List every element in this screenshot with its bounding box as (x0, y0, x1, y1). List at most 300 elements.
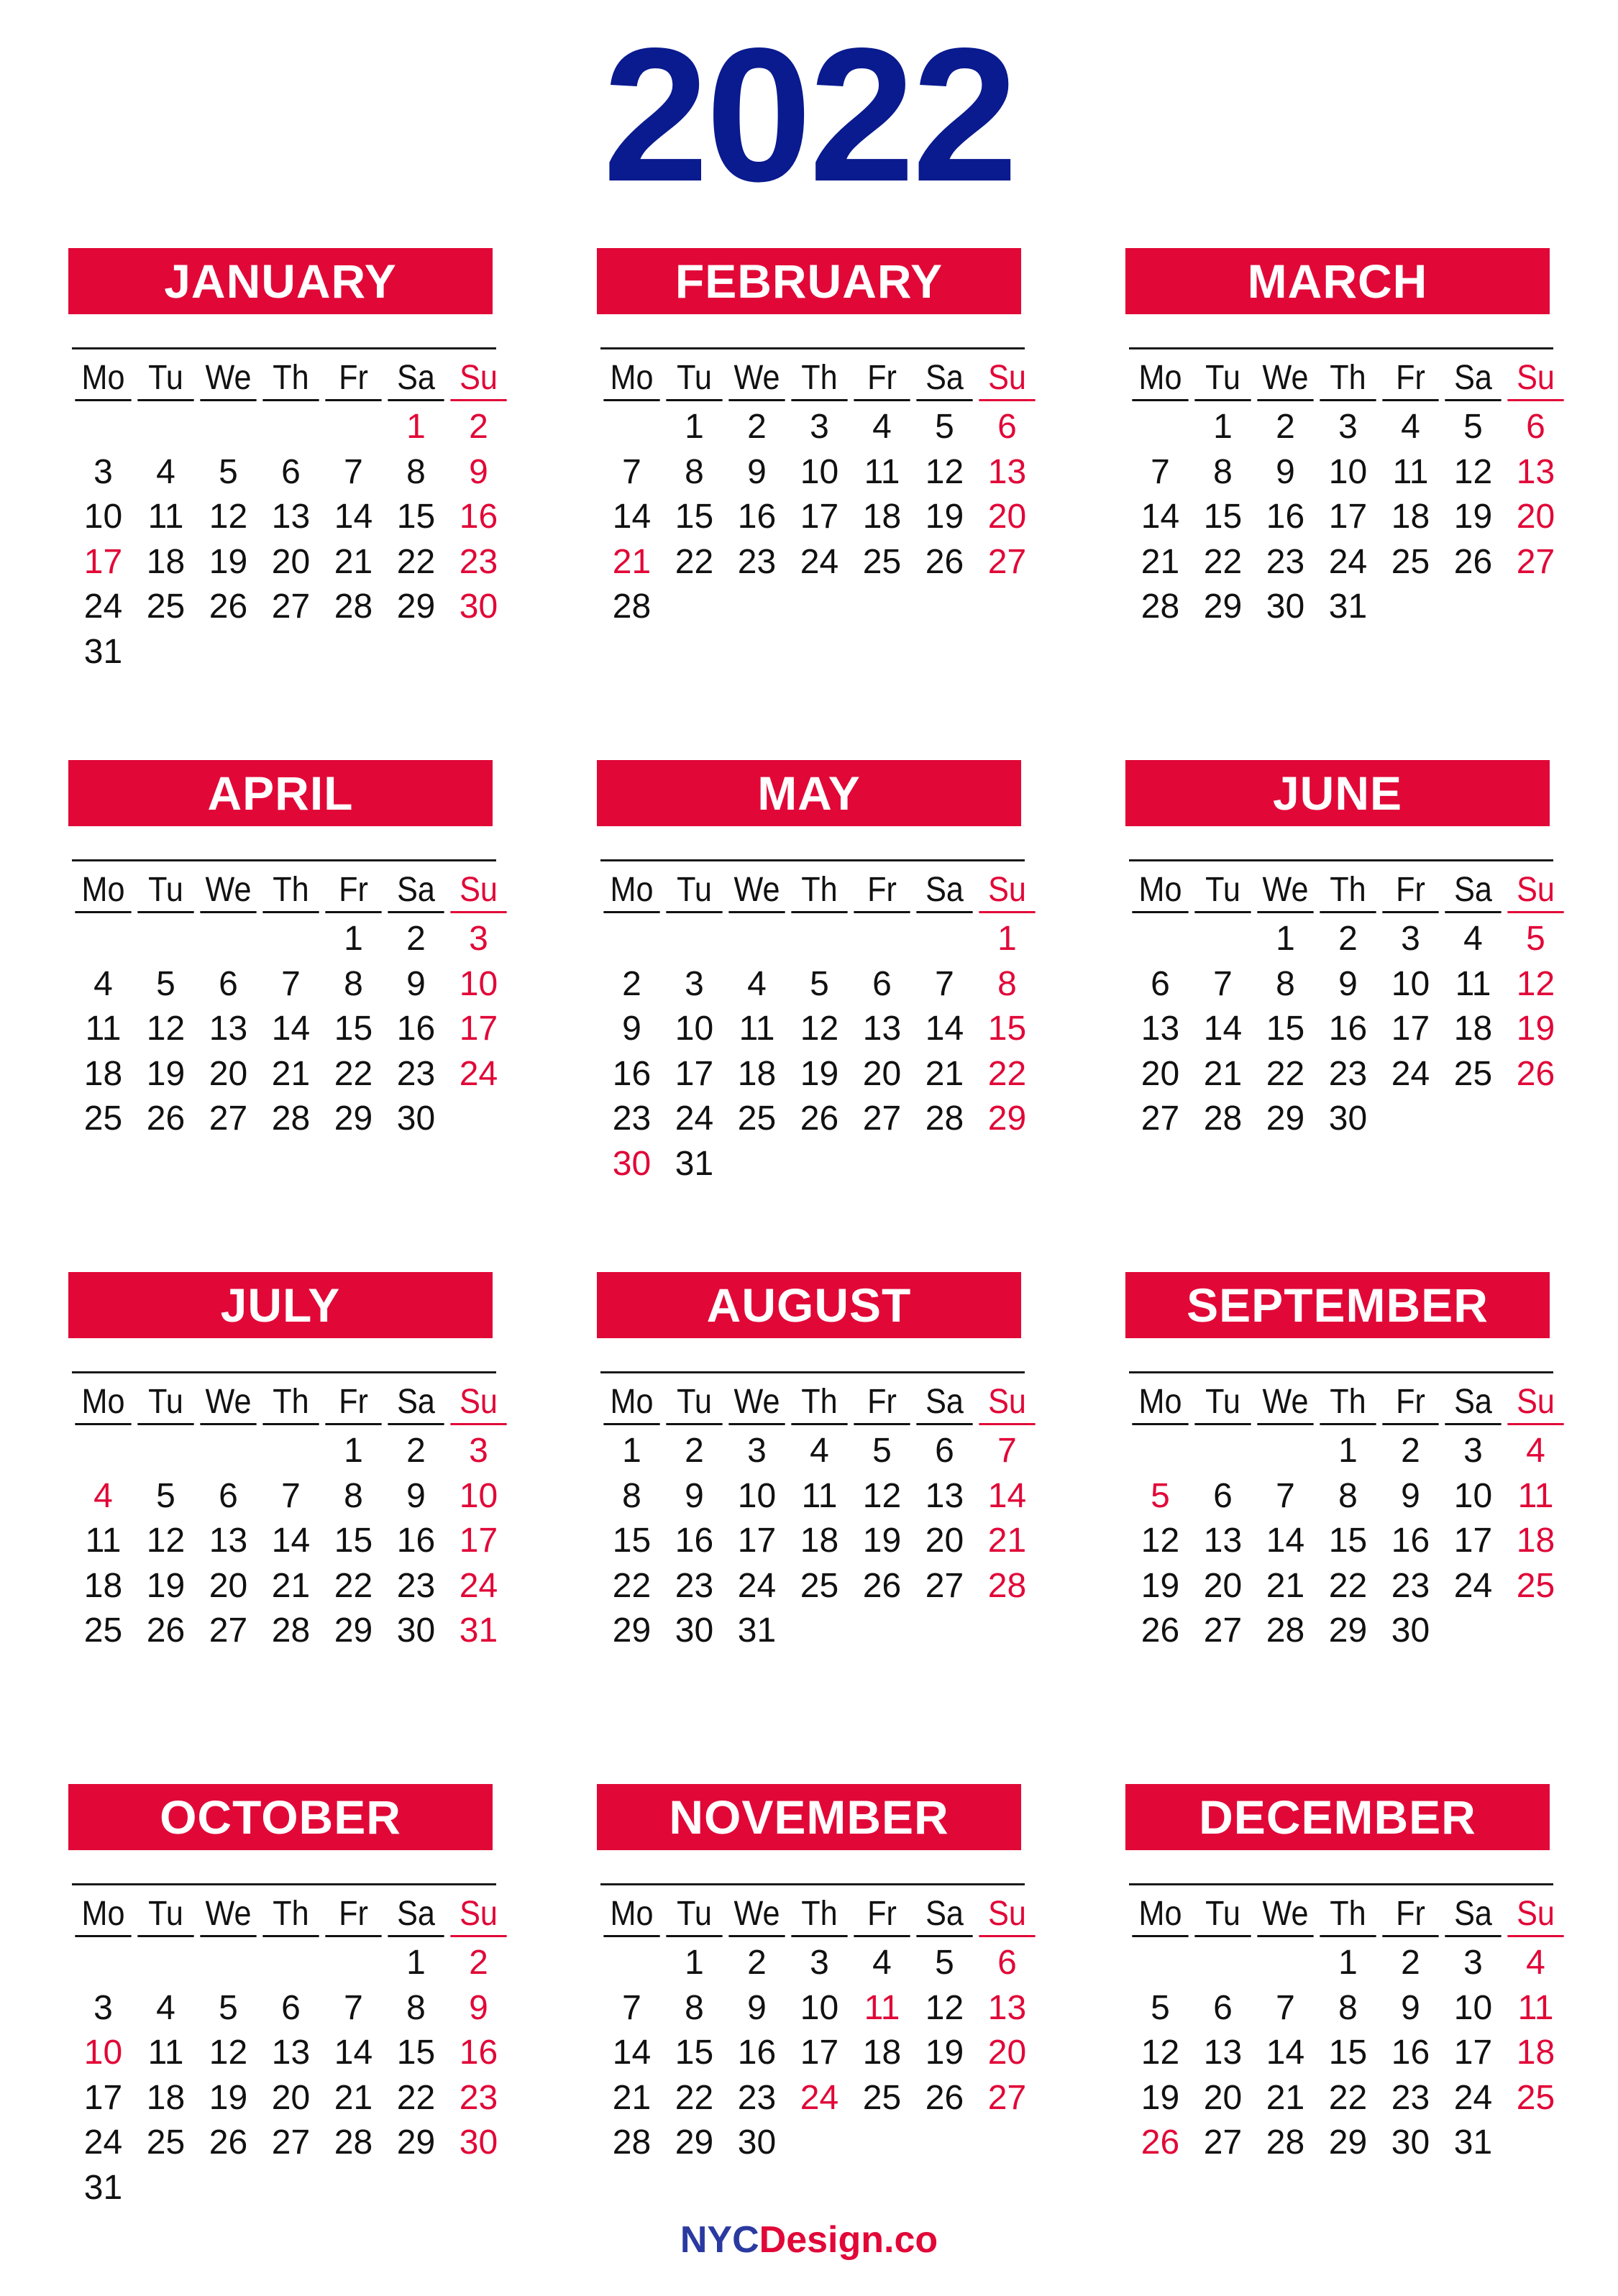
date-cell: 8 (406, 1988, 426, 2027)
weekday-label: We (200, 869, 256, 913)
weekday-row (72, 357, 496, 401)
date-grid (72, 1941, 496, 2210)
date-cell: 8 (1338, 1988, 1358, 2027)
weekday-row (600, 1381, 1025, 1425)
date-cell: 9 (685, 1476, 704, 1515)
date-cell: 26 (925, 542, 964, 581)
date-cell: 3 (469, 1432, 488, 1470)
date-empty (134, 917, 197, 962)
date-cell: 19 (1141, 1566, 1180, 1605)
date-empty (72, 917, 134, 962)
date-cell: 17 (800, 2034, 839, 2072)
month-august (597, 1272, 1027, 1784)
date-cell: 20 (987, 2034, 1027, 2072)
date-cell: 6 (1213, 1988, 1233, 2027)
date-cell: 10 (800, 452, 839, 491)
weekday-label: Su (450, 1381, 506, 1425)
date-cell: 12 (1141, 2034, 1180, 2072)
date-cell: 3 (93, 452, 113, 491)
weekday-label: Mo (603, 357, 659, 401)
year-title: 2022 (603, 9, 1015, 221)
month-title: FEBRUARY (597, 248, 1021, 314)
date-cell: 8 (1276, 964, 1295, 1003)
date-cell: 25 (1391, 542, 1430, 581)
weekday-label: Su (450, 869, 506, 913)
date-cell: 1 (1338, 1432, 1358, 1470)
date-cell: 4 (747, 964, 767, 1003)
date-cell: 21 (1203, 1054, 1243, 1093)
date-cell: 1 (685, 408, 704, 446)
date-empty (1254, 1941, 1317, 1986)
month-title: JANUARY (68, 248, 493, 314)
date-cell: 22 (396, 542, 436, 581)
date-cell: 29 (1328, 2123, 1368, 2162)
date-cell: 23 (459, 542, 498, 581)
date-cell: 21 (1141, 542, 1180, 581)
date-cell: 19 (1453, 498, 1493, 536)
date-empty (134, 1429, 197, 1474)
date-empty (197, 405, 260, 450)
date-cell: 21 (271, 1054, 311, 1093)
date-cell: 31 (1328, 587, 1368, 626)
weekday-label: Mo (75, 1381, 131, 1425)
date-cell: 3 (685, 964, 704, 1003)
date-cell: 27 (209, 1611, 248, 1650)
date-cell: 15 (675, 498, 714, 536)
date-cell: 12 (146, 1522, 186, 1560)
date-cell: 15 (1328, 2034, 1368, 2072)
weekday-label: Fr (325, 357, 381, 401)
month-title: APRIL (68, 760, 493, 826)
date-cell: 20 (925, 1522, 964, 1560)
date-cell: 23 (459, 2078, 498, 2117)
date-cell: 21 (334, 2078, 373, 2117)
date-cell: 5 (1151, 1988, 1170, 2027)
date-cell: 22 (396, 2078, 436, 2117)
date-cell: 25 (862, 542, 902, 581)
date-empty (1192, 917, 1254, 962)
date-cell: 5 (156, 964, 175, 1003)
weekday-label: Fr (325, 1893, 381, 1937)
weekday-label: Th (262, 1381, 319, 1425)
date-cell: 19 (209, 542, 248, 581)
date-cell: 20 (209, 1566, 248, 1605)
date-cell: 26 (862, 1566, 902, 1605)
date-cell: 23 (1391, 1566, 1430, 1605)
date-cell: 31 (83, 632, 123, 671)
date-cell: 21 (1266, 1566, 1305, 1605)
weekday-label: Tu (137, 1381, 193, 1425)
date-cell: 26 (1141, 2123, 1180, 2162)
date-cell: 10 (83, 2034, 123, 2072)
date-cell: 16 (612, 1054, 652, 1093)
date-empty (134, 405, 197, 450)
date-cell: 15 (987, 1010, 1027, 1048)
weekday-label: Th (791, 1893, 847, 1937)
date-cell: 25 (146, 2123, 186, 2162)
weekday-label: We (1257, 869, 1313, 913)
date-cell: 24 (800, 2078, 839, 2117)
date-cell: 12 (146, 1010, 186, 1048)
month-march (1125, 248, 1555, 760)
date-cell: 13 (271, 2034, 311, 2072)
date-cell: 16 (737, 498, 777, 536)
date-cell: 26 (209, 2123, 248, 2162)
date-cell: 8 (685, 452, 704, 491)
date-cell: 5 (810, 964, 829, 1003)
weekday-label: Th (262, 869, 319, 913)
date-cell: 22 (675, 2078, 714, 2117)
weekday-row (1129, 357, 1553, 401)
date-cell: 23 (1328, 1054, 1368, 1093)
weekday-label: We (728, 1381, 785, 1425)
date-cell: 17 (1328, 498, 1368, 536)
weekday-label: Su (979, 1381, 1035, 1425)
date-cell: 25 (737, 1099, 777, 1138)
weekday-label: Th (1320, 869, 1376, 913)
brand-part-2: Design.co (759, 2219, 938, 2261)
weekday-label: Sa (388, 357, 444, 401)
weekday-label: Su (450, 357, 506, 401)
date-empty (322, 405, 385, 450)
date-cell: 13 (925, 1476, 964, 1515)
month-title: AUGUST (597, 1272, 1021, 1338)
date-cell: 4 (872, 408, 892, 446)
header-rule (1129, 859, 1553, 861)
weekday-row (72, 1893, 496, 1937)
date-cell: 27 (1516, 542, 1555, 581)
date-cell: 15 (396, 2034, 436, 2072)
date-cell: 10 (459, 964, 498, 1003)
date-cell: 19 (862, 1522, 902, 1560)
date-cell: 20 (271, 542, 311, 581)
date-cell: 31 (83, 2168, 123, 2207)
date-cell: 12 (862, 1476, 902, 1515)
date-empty (1192, 1429, 1254, 1474)
weekday-label: Th (1320, 1893, 1376, 1937)
month-july (68, 1272, 498, 1784)
date-cell: 19 (209, 2078, 248, 2117)
date-cell: 18 (146, 2078, 186, 2117)
weekday-label: Fr (325, 1381, 381, 1425)
month-title: DECEMBER (1125, 1784, 1550, 1850)
header-rule (600, 1883, 1025, 1885)
date-cell: 10 (800, 1988, 839, 2027)
weekday-label: We (728, 869, 785, 913)
date-cell: 23 (396, 1566, 436, 1605)
date-cell: 1 (685, 1944, 704, 1982)
header-rule (600, 347, 1025, 349)
date-cell: 29 (987, 1099, 1027, 1138)
date-empty (600, 1941, 663, 1986)
date-cell: 14 (334, 2034, 373, 2072)
date-cell: 25 (83, 1611, 123, 1650)
date-cell: 16 (1266, 498, 1305, 536)
date-cell: 11 (85, 1010, 122, 1048)
date-cell: 2 (1401, 1432, 1420, 1470)
weekday-label: Su (979, 869, 1035, 913)
date-cell: 20 (209, 1054, 248, 1093)
date-cell: 11 (1392, 452, 1429, 491)
date-cell: 13 (271, 498, 311, 536)
date-cell: 8 (1338, 1476, 1358, 1515)
date-cell: 25 (83, 1099, 123, 1138)
weekday-label: Th (791, 357, 847, 401)
date-cell: 18 (146, 542, 186, 581)
weekday-label: Fr (854, 1893, 910, 1937)
date-cell: 23 (737, 542, 777, 581)
date-cell: 6 (1213, 1476, 1233, 1515)
date-cell: 5 (935, 408, 954, 446)
date-cell: 15 (1203, 498, 1243, 536)
date-cell: 30 (1391, 1611, 1430, 1650)
weekday-label: Su (1507, 357, 1563, 401)
date-cell: 3 (1338, 408, 1358, 446)
date-cell: 7 (281, 1476, 301, 1515)
month-april (68, 760, 498, 1272)
date-cell: 6 (935, 1432, 954, 1470)
date-cell: 30 (396, 1099, 436, 1138)
date-empty (600, 917, 663, 962)
date-cell: 8 (344, 964, 363, 1003)
date-cell: 3 (1463, 1432, 1483, 1470)
date-cell: 5 (156, 1476, 175, 1515)
date-cell: 26 (209, 587, 248, 626)
weekday-label: Sa (1445, 869, 1501, 913)
date-cell: 18 (1453, 1010, 1493, 1048)
month-title: SEPTEMBER (1125, 1272, 1550, 1338)
date-cell: 15 (334, 1010, 373, 1048)
date-cell: 17 (800, 498, 839, 536)
weekday-label: Sa (916, 357, 972, 401)
date-cell: 30 (459, 2123, 498, 2162)
date-empty (72, 1429, 134, 1474)
date-cell: 6 (281, 1988, 301, 2027)
date-cell: 31 (459, 1611, 498, 1650)
date-cell: 25 (1516, 2078, 1555, 2117)
date-cell: 26 (146, 1611, 186, 1650)
date-cell: 7 (1151, 452, 1170, 491)
date-cell: 14 (271, 1010, 311, 1048)
weekday-label: Th (791, 869, 847, 913)
date-cell: 6 (1526, 408, 1545, 446)
weekday-label: Su (1507, 1893, 1563, 1937)
date-cell: 17 (459, 1522, 498, 1560)
date-cell: 22 (1266, 1054, 1305, 1093)
month-title: MARCH (1125, 248, 1550, 314)
date-cell: 22 (1203, 542, 1243, 581)
date-cell: 6 (281, 452, 301, 491)
date-cell: 28 (1203, 1099, 1243, 1138)
date-cell: 8 (1213, 452, 1233, 491)
header-rule (1129, 347, 1553, 349)
date-cell: 2 (1338, 920, 1358, 958)
date-cell: 9 (1276, 452, 1295, 491)
date-cell: 6 (219, 964, 238, 1003)
weekday-label: Fr (1382, 869, 1438, 913)
date-cell: 16 (459, 2034, 498, 2072)
date-cell: 4 (810, 1432, 829, 1470)
date-cell: 27 (1141, 1099, 1180, 1138)
weekday-label: Sa (1445, 357, 1501, 401)
date-cell: 16 (1391, 1522, 1430, 1560)
date-cell: 28 (987, 1566, 1027, 1605)
date-empty (322, 1941, 385, 1986)
date-cell: 31 (737, 1611, 777, 1650)
weekday-label: Mo (75, 357, 131, 401)
date-cell: 5 (1463, 408, 1483, 446)
date-grid (600, 1941, 1025, 2166)
date-cell: 14 (1266, 2034, 1305, 2072)
month-title: OCTOBER (68, 1784, 493, 1850)
weekday-label: Mo (75, 869, 131, 913)
weekday-label: Tu (137, 869, 193, 913)
weekday-label: Fr (854, 357, 910, 401)
date-cell: 21 (612, 542, 652, 581)
weekday-label: Tu (666, 1893, 722, 1937)
date-cell: 9 (622, 1010, 641, 1048)
date-cell: 28 (612, 2123, 652, 2162)
date-cell: 23 (1266, 542, 1305, 581)
date-cell: 3 (469, 920, 488, 958)
date-cell: 11 (1517, 1476, 1554, 1515)
weekday-row (72, 869, 496, 913)
header-rule (600, 1371, 1025, 1373)
date-cell: 17 (675, 1054, 714, 1093)
date-cell: 30 (396, 1611, 436, 1650)
date-cell: 30 (1391, 2123, 1430, 2162)
month-january (68, 248, 498, 760)
date-cell: 24 (1453, 2078, 1493, 2117)
weekday-label: Tu (1194, 869, 1251, 913)
date-cell: 4 (1401, 408, 1420, 446)
date-cell: 18 (862, 498, 902, 536)
date-cell: 24 (1453, 1566, 1493, 1605)
date-cell: 29 (396, 2123, 436, 2162)
date-cell: 22 (334, 1566, 373, 1605)
date-cell: 30 (737, 2123, 777, 2162)
date-cell: 9 (747, 452, 767, 491)
weekday-label: Fr (854, 869, 910, 913)
date-cell: 15 (675, 2034, 714, 2072)
date-cell: 22 (675, 542, 714, 581)
date-empty (1129, 1429, 1192, 1474)
date-cell: 11 (1517, 1988, 1554, 2027)
date-cell: 30 (612, 1144, 652, 1183)
date-cell: 22 (334, 1054, 373, 1093)
date-cell: 17 (1453, 2034, 1493, 2072)
date-cell: 4 (872, 1944, 892, 1982)
date-empty (1129, 1941, 1192, 1986)
date-empty (663, 917, 726, 962)
date-cell: 12 (1141, 1522, 1180, 1560)
weekday-label: Sa (916, 869, 972, 913)
date-cell: 24 (800, 542, 839, 581)
weekday-label: Fr (1382, 1893, 1438, 1937)
date-grid (72, 1429, 496, 1654)
date-cell: 7 (1276, 1988, 1295, 2027)
weekday-label: We (1257, 357, 1313, 401)
date-cell: 22 (1328, 1566, 1368, 1605)
date-cell: 19 (925, 498, 964, 536)
date-cell: 13 (987, 452, 1027, 491)
date-cell: 13 (209, 1522, 248, 1560)
date-cell: 3 (810, 408, 829, 446)
date-cell: 27 (862, 1099, 902, 1138)
date-cell: 28 (334, 587, 373, 626)
date-empty (260, 917, 322, 962)
date-cell: 19 (146, 1566, 186, 1605)
date-cell: 30 (1266, 587, 1305, 626)
date-cell: 26 (1516, 1054, 1555, 1093)
date-cell: 12 (925, 1988, 964, 2027)
date-grid (72, 917, 496, 1142)
weekday-label: Su (979, 357, 1035, 401)
weekday-label: Tu (1194, 1381, 1251, 1425)
date-cell: 17 (1391, 1010, 1430, 1048)
date-cell: 13 (1203, 2034, 1243, 2072)
date-cell: 9 (1338, 964, 1358, 1003)
date-cell: 28 (612, 587, 652, 626)
date-cell: 10 (1328, 452, 1368, 491)
date-cell: 27 (987, 2078, 1027, 2117)
date-cell: 10 (1391, 964, 1430, 1003)
date-cell: 1 (1338, 1944, 1358, 1982)
date-cell: 26 (146, 1099, 186, 1138)
weekday-row (1129, 1893, 1553, 1937)
date-cell: 16 (1391, 2034, 1430, 2072)
date-cell: 12 (1516, 964, 1555, 1003)
weekday-row (600, 1893, 1025, 1937)
date-cell: 5 (1151, 1476, 1170, 1515)
date-cell: 20 (271, 2078, 311, 2117)
date-cell: 9 (1401, 1476, 1420, 1515)
date-empty (260, 405, 322, 450)
weekday-label: Mo (1132, 357, 1188, 401)
date-cell: 18 (737, 1054, 777, 1093)
date-cell: 9 (469, 452, 488, 491)
header-rule (1129, 1883, 1553, 1885)
weekday-label: We (728, 1893, 785, 1937)
date-cell: 18 (1391, 498, 1430, 536)
date-cell: 19 (1141, 2078, 1180, 2117)
date-cell: 4 (1463, 920, 1483, 958)
date-cell: 11 (739, 1010, 775, 1048)
date-cell: 28 (1266, 2123, 1305, 2162)
date-cell: 29 (675, 2123, 714, 2162)
date-cell: 8 (685, 1988, 704, 2027)
date-cell: 6 (997, 1944, 1017, 1982)
date-cell: 14 (612, 2034, 652, 2072)
weekday-label: We (1257, 1381, 1313, 1425)
weekday-row (1129, 1381, 1553, 1425)
date-cell: 5 (219, 1988, 238, 2027)
date-cell: 21 (612, 2078, 652, 2117)
date-cell: 8 (997, 964, 1017, 1003)
date-cell: 14 (334, 498, 373, 536)
date-cell: 25 (800, 1566, 839, 1605)
date-cell: 23 (1391, 2078, 1430, 2117)
weekday-row (1129, 869, 1553, 913)
date-empty (197, 1941, 260, 1986)
date-cell: 17 (83, 2078, 123, 2117)
date-cell: 7 (344, 1988, 363, 2027)
date-cell: 10 (83, 498, 123, 536)
date-cell: 5 (1526, 920, 1545, 958)
date-cell: 19 (1516, 1010, 1555, 1048)
date-cell: 17 (459, 1010, 498, 1048)
date-empty (726, 917, 788, 962)
